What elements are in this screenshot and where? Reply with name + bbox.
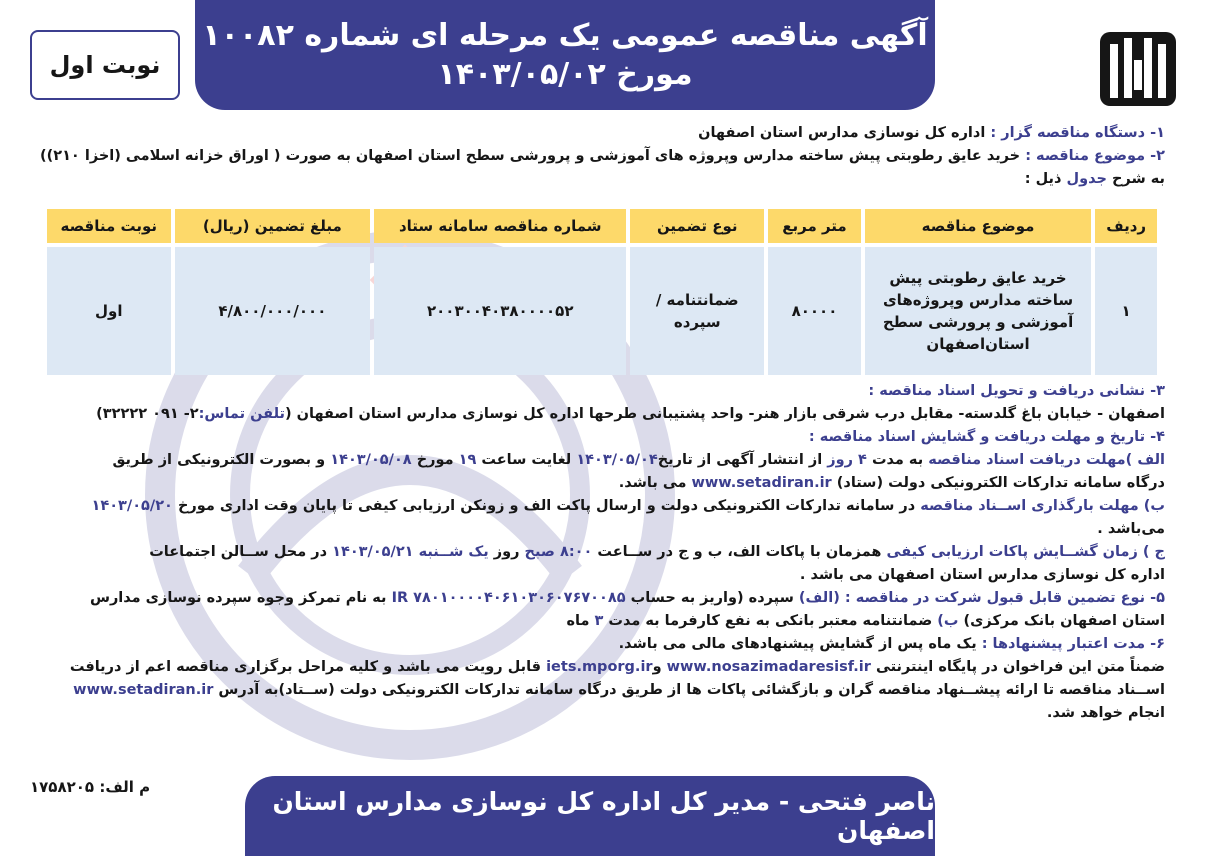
round-badge: نوبت اول — [30, 30, 180, 100]
note-line-2: اســناد مناقصه تا ارائه پیشــنهاد مناقصه گران و بازگشائی پاکات ها از طریق درگاه سامانه تدارکات الکترونیکی دولت (ســتاد)به آدرس www.setadiran.ir — [73, 682, 1165, 698]
tender-date: مورخ ۱۴۰۳/۰۵/۰۲ — [437, 57, 693, 92]
signature-banner: ناصر فتحی - مدیر کل اداره کل نوسازی مدارس استان اصفهان — [245, 776, 935, 856]
section-4c-cont: اداره کل نوسازی مدارس استان اصفهان می باشد . — [799, 567, 1165, 583]
section-5: ۵- نوع تضمین قابل قبول شرکت در مناقصه : (الف) سپرده (واریز به حساب IR ۷۸۰۱۰۰۰۰۴۰۶۱۰۳۰۶۰۷۶۷۰۰۸۵ به نام تمرکز وجوه سپرده نوسازی مدارس — [89, 590, 1165, 606]
cell-setad-number: ۲۰۰۳۰۰۴۰۳۸۰۰۰۰۵۲ — [374, 247, 626, 375]
section-3-text: اصفهان - خیابان باغ گلدسته- مقابل درب شرقی بازار هنر- واحد پشتیبانی طرحها اداره کل نوسازی مدارس استان اصفهان (تلفن تماس:۲- ۰۹۱ ۳۲۲۲۲) — [96, 406, 1165, 422]
emblem-logo — [1098, 30, 1178, 108]
cell-guarantee-type: ضمانتنامه / سپرده — [630, 247, 764, 375]
section-5-cont: استان اصفهان بانک مرکزی) ب) ضمانتنامه معتبر بانکی به نفع کارفرما به مدت ۳ ماه — [566, 613, 1165, 629]
note-line-3: انجام خواهد شد. — [1046, 705, 1165, 721]
section-6: ۶- مدت اعتبار پیشنهادها : یک ماه پس از گشایش پیشنهادهای مالی می باشد. — [618, 636, 1165, 652]
item-2-cont: به شرح جدول ذیل : — [1024, 171, 1165, 187]
col-guarantee-amount: مبلغ تضمین (ریال) — [175, 209, 371, 243]
col-setad-number: شماره مناقصه سامانه ستاد — [374, 209, 626, 243]
cell-area: ۸۰۰۰۰ — [768, 247, 861, 375]
cell-round: اول — [47, 247, 171, 375]
setad-link-2[interactable]: www.setadiran.ir — [73, 682, 214, 698]
nosazi-link[interactable]: www.nosazimadaresisf.ir — [666, 659, 871, 675]
section-4c: ج ) زمان گشــایش پاکات ارزیابی کیفی همزمان با پاکات الف، ب و ج در ســاعت ۸:۰۰ صبح روز یک شــنبه ۱۴۰۳/۰۵/۲۱ در محل ســالن اجتماعات — [149, 544, 1165, 560]
section-4b-cont: می‌باشد . — [1097, 521, 1165, 537]
col-guarantee-type: نوع تضمین — [630, 209, 764, 243]
item-1: ۱- دستگاه مناقصه گزار : اداره کل نوسازی مدارس استان اصفهان — [698, 125, 1165, 141]
note-line-1: ضمناً متن این فراخوان در پایگاه اینترنتی www.nosazimadaresisf.ir وiets.mporg.ir قابل رویت می باشد و کلیه مراحل برگزاری مناقصه اعم از دریافت — [69, 659, 1165, 675]
section-3-title: ۳- نشانی دریافت و تحویل اسناد مناقصه : — [868, 383, 1165, 399]
section-4a: الف )مهلت دریافت اسناد مناقصه به مدت ۴ روز از انتشار آگهی از تاریخ۱۴۰۳/۰۵/۰۴ لغایت ساعت ۱۹ مورخ ۱۴۰۳/۰۵/۰۸ و بصورت الکترونیکی از طریق — [112, 452, 1165, 468]
col-index: ردیف — [1095, 209, 1157, 243]
col-subject: موضوع مناقصه — [865, 209, 1091, 243]
sections-block — [40, 380, 1165, 725]
header-banner — [195, 0, 935, 110]
cell-index: ۱ — [1095, 247, 1157, 375]
section-4-title: ۴- تاریخ و مهلت دریافت و گشایش اسناد مناقصه : — [808, 429, 1165, 445]
table-row — [47, 247, 1157, 375]
reference-number: م الف: ۱۷۵۸۲۰۵ — [30, 778, 151, 796]
col-area: متر مربع — [768, 209, 861, 243]
iets-link[interactable]: iets.mporg.ir — [546, 659, 653, 675]
setad-link[interactable]: www.setadiran.ir — [691, 475, 832, 491]
tender-title: آگهی مناقصه عمومی یک مرحله ای شماره ۱۰۰۸۲ — [202, 18, 928, 53]
cell-guarantee-amount: ۴/۸۰۰/۰۰۰/۰۰۰ — [175, 247, 371, 375]
intro-block — [40, 122, 1165, 191]
section-4a-cont: درگاه سامانه تدارکات الکترونیکی دولت (ستاد) www.setadiran.ir می باشد. — [618, 475, 1165, 491]
col-round: نوبت مناقصه — [47, 209, 171, 243]
section-4b: ب) مهلت بارگذاری اســناد مناقصه در سامانه تدارکات الکترونیکی دولت و ارسال پاکت الف و زونکن ارزیابی کیفی تا پایان وقت اداری مورخ ۱۴۰۳/۰۵/۲۰ — [91, 498, 1165, 514]
table-header-row — [47, 209, 1157, 243]
item-2: ۲- موضوع مناقصه : خرید عایق رطوبتی پیش ساخته مدارس وپروژه های آموزشی و پرورشی سطح استان اصفهان به صورت ( اوراق خزانه اسلامی (اخزا ۲۱۰)) — [40, 148, 1165, 164]
cell-subject: خرید عایق رطوبتی پیش ساخته مدارس وپروژه‌های آموزشی و پرورشی سطح استان‌اصفهان — [865, 247, 1091, 375]
tender-table — [43, 205, 1161, 379]
